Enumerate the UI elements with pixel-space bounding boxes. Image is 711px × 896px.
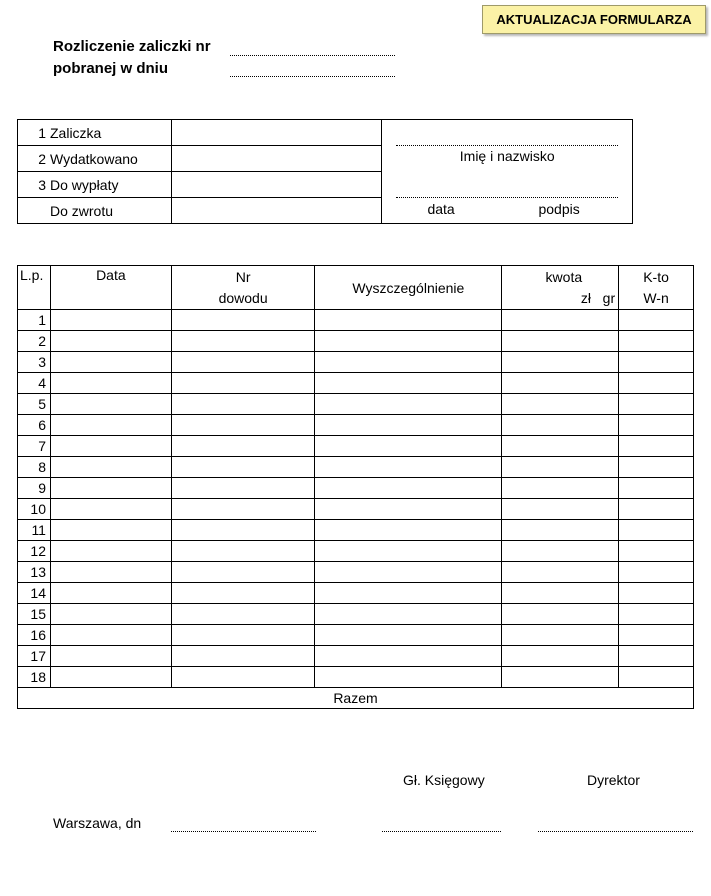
date-cell[interactable]	[50, 352, 171, 373]
row-number: 2	[18, 331, 51, 352]
description-cell[interactable]	[315, 604, 502, 625]
table-row	[18, 541, 694, 562]
description-cell[interactable]	[315, 583, 502, 604]
date-cell[interactable]	[50, 373, 171, 394]
summary-row-label: Do zwrotu	[50, 202, 114, 219]
row-number: 6	[18, 415, 51, 436]
table-row	[18, 394, 694, 415]
amount-cell[interactable]	[502, 331, 619, 352]
account-cell[interactable]	[619, 415, 694, 436]
doc-number-cell[interactable]	[171, 604, 315, 625]
date-cell[interactable]	[50, 478, 171, 499]
summary-label	[18, 172, 172, 198]
description-cell[interactable]	[315, 394, 502, 415]
amount-cell[interactable]	[502, 394, 619, 415]
director-label: Dyrektor	[587, 772, 640, 788]
director-signature-field[interactable]	[538, 824, 693, 832]
table-row	[18, 646, 694, 667]
header-doc-number-line2: dowodu	[218, 290, 268, 306]
table-row	[18, 436, 694, 457]
amount-cell[interactable]	[502, 352, 619, 373]
account-cell[interactable]	[619, 583, 694, 604]
date-cell[interactable]	[50, 415, 171, 436]
summary-label	[18, 198, 172, 224]
account-cell[interactable]	[619, 478, 694, 499]
table-row	[18, 478, 694, 499]
account-cell[interactable]	[619, 667, 694, 688]
date-label: data	[427, 201, 455, 217]
total-row: Razem	[18, 688, 694, 709]
summary-row-number: 2	[38, 150, 46, 167]
doc-number-cell[interactable]	[171, 667, 315, 688]
date-cell[interactable]	[50, 394, 171, 415]
table-row	[18, 331, 694, 352]
table-row	[18, 457, 694, 478]
summary-row-number: 3	[38, 176, 46, 193]
description-cell[interactable]	[315, 310, 502, 331]
row-number: 18	[18, 667, 51, 688]
amount-cell[interactable]	[502, 478, 619, 499]
table-row	[18, 499, 694, 520]
amount-cell[interactable]	[502, 520, 619, 541]
doc-number-cell[interactable]	[171, 310, 315, 331]
description-cell[interactable]	[315, 331, 502, 352]
summary-row-label: Wydatkowano	[50, 150, 138, 167]
header-gr: gr	[602, 290, 616, 306]
account-cell[interactable]	[619, 373, 694, 394]
signature-label: podpis	[538, 201, 580, 217]
amount-cell[interactable]	[502, 604, 619, 625]
row-number: 12	[18, 541, 51, 562]
row-number: 5	[18, 394, 51, 415]
amount-cell[interactable]	[502, 667, 619, 688]
header-doc-number	[171, 266, 315, 310]
header-currency-units	[502, 288, 618, 309]
amount-cell[interactable]	[502, 457, 619, 478]
date-cell[interactable]	[50, 457, 171, 478]
doc-number-cell[interactable]	[171, 415, 315, 436]
account-cell[interactable]	[619, 352, 694, 373]
account-cell[interactable]	[619, 436, 694, 457]
date-cell[interactable]	[50, 499, 171, 520]
description-cell[interactable]	[315, 352, 502, 373]
account-cell[interactable]	[619, 541, 694, 562]
description-cell[interactable]	[315, 478, 502, 499]
date-cell[interactable]	[50, 310, 171, 331]
header-zl: zł	[580, 290, 591, 306]
amount-cell[interactable]	[502, 310, 619, 331]
doc-number-cell[interactable]	[171, 583, 315, 604]
summary-label	[18, 120, 172, 146]
date-cell[interactable]	[50, 583, 171, 604]
place-date-label: Warszawa, dn	[53, 815, 142, 831]
description-cell[interactable]	[315, 436, 502, 457]
form-title: Rozliczenie zaliczki nr	[53, 38, 211, 55]
amount-cell[interactable]	[502, 415, 619, 436]
description-cell[interactable]	[315, 457, 502, 478]
advance-number-field[interactable]	[230, 50, 395, 56]
table-row	[18, 352, 694, 373]
doc-number-cell[interactable]	[171, 394, 315, 415]
account-cell[interactable]	[619, 331, 694, 352]
name-label: Imię i nazwisko	[459, 148, 555, 164]
account-cell[interactable]	[619, 625, 694, 646]
update-form-button[interactable]: AKTUALIZACJA FORMULARZA	[482, 5, 706, 34]
account-cell[interactable]	[619, 499, 694, 520]
row-number: 9	[18, 478, 51, 499]
date-cell[interactable]	[50, 436, 171, 457]
description-cell[interactable]	[315, 562, 502, 583]
row-number: 16	[18, 625, 51, 646]
place-date-field[interactable]	[171, 824, 316, 832]
row-number: 4	[18, 373, 51, 394]
doc-number-cell[interactable]	[171, 331, 315, 352]
account-cell[interactable]	[619, 562, 694, 583]
expenses-table	[17, 265, 694, 709]
summary-value-cell[interactable]	[171, 146, 382, 172]
table-row	[18, 667, 694, 688]
account-cell[interactable]	[619, 646, 694, 667]
amount-cell[interactable]	[502, 373, 619, 394]
description-cell[interactable]	[315, 646, 502, 667]
table-row	[18, 583, 694, 604]
date-cell[interactable]	[50, 625, 171, 646]
summary-row-number: 1	[38, 124, 46, 141]
doc-number-cell[interactable]	[171, 478, 315, 499]
table-row	[18, 625, 694, 646]
amount-cell[interactable]	[502, 583, 619, 604]
description-cell[interactable]	[315, 541, 502, 562]
summary-row	[18, 120, 633, 146]
account-cell[interactable]	[619, 457, 694, 478]
account-cell[interactable]	[619, 310, 694, 331]
doc-number-cell[interactable]	[171, 373, 315, 394]
description-cell[interactable]	[315, 499, 502, 520]
accountant-signature-field[interactable]	[382, 824, 501, 832]
description-cell[interactable]	[315, 415, 502, 436]
row-number: 3	[18, 352, 51, 373]
row-number: 10	[18, 499, 51, 520]
amount-cell[interactable]	[502, 499, 619, 520]
form-subtitle: pobranej w dniu	[53, 60, 168, 77]
table-row	[18, 373, 694, 394]
doc-number-cell[interactable]	[171, 541, 315, 562]
date-cell[interactable]	[50, 331, 171, 352]
row-number: 7	[18, 436, 51, 457]
summary-row-label: Do wypłaty	[50, 176, 119, 193]
header-amount-label: kwota	[545, 269, 583, 285]
chief-accountant-label: Gł. Księgowy	[403, 772, 485, 788]
date-signature-line[interactable]	[396, 197, 618, 198]
doc-number-cell[interactable]	[171, 625, 315, 646]
summary-table	[17, 119, 633, 224]
description-cell[interactable]	[315, 667, 502, 688]
row-number: 13	[18, 562, 51, 583]
header-account-line1: K-to	[643, 269, 669, 285]
row-number: 11	[18, 520, 51, 541]
doc-number-cell[interactable]	[171, 436, 315, 457]
description-cell[interactable]	[315, 520, 502, 541]
name-line[interactable]	[396, 145, 618, 146]
doc-number-cell[interactable]	[171, 457, 315, 478]
summary-label	[18, 146, 172, 172]
row-number: 15	[18, 604, 51, 625]
header-doc-number-line1: Nr	[235, 269, 251, 285]
header-date: Data	[50, 266, 171, 310]
table-row	[18, 415, 694, 436]
table-row	[18, 520, 694, 541]
table-row	[18, 562, 694, 583]
summary-value-cell[interactable]	[171, 172, 382, 198]
signature-block	[382, 120, 633, 224]
doc-number-cell[interactable]	[171, 646, 315, 667]
date-cell[interactable]	[50, 646, 171, 667]
amount-cell[interactable]	[502, 541, 619, 562]
advance-date-field[interactable]	[230, 71, 395, 77]
account-cell[interactable]	[619, 604, 694, 625]
header-description: Wyszczególnienie	[315, 266, 502, 310]
header-lp: L.p.	[18, 266, 51, 310]
header-account-line2: W-n	[643, 290, 669, 306]
date-cell[interactable]	[50, 520, 171, 541]
description-cell[interactable]	[315, 373, 502, 394]
table-row	[18, 310, 694, 331]
doc-number-cell[interactable]	[171, 499, 315, 520]
row-number: 17	[18, 646, 51, 667]
date-cell[interactable]	[50, 562, 171, 583]
account-cell[interactable]	[619, 520, 694, 541]
summary-value-cell[interactable]	[171, 198, 382, 224]
date-cell[interactable]	[50, 541, 171, 562]
account-cell[interactable]	[619, 394, 694, 415]
doc-number-cell[interactable]	[171, 352, 315, 373]
date-cell[interactable]	[50, 604, 171, 625]
amount-cell[interactable]	[502, 625, 619, 646]
doc-number-cell[interactable]	[171, 562, 315, 583]
date-cell[interactable]	[50, 667, 171, 688]
row-number: 14	[18, 583, 51, 604]
amount-cell[interactable]	[502, 562, 619, 583]
summary-row-label: Zaliczka	[50, 124, 102, 141]
table-row	[18, 604, 694, 625]
doc-number-cell[interactable]	[171, 520, 315, 541]
row-number: 8	[18, 457, 51, 478]
row-number: 1	[18, 310, 51, 331]
header-amount	[502, 266, 619, 310]
summary-value-cell[interactable]	[171, 120, 382, 146]
header-account	[619, 266, 694, 310]
amount-cell[interactable]	[502, 646, 619, 667]
description-cell[interactable]	[315, 625, 502, 646]
amount-cell[interactable]	[502, 436, 619, 457]
